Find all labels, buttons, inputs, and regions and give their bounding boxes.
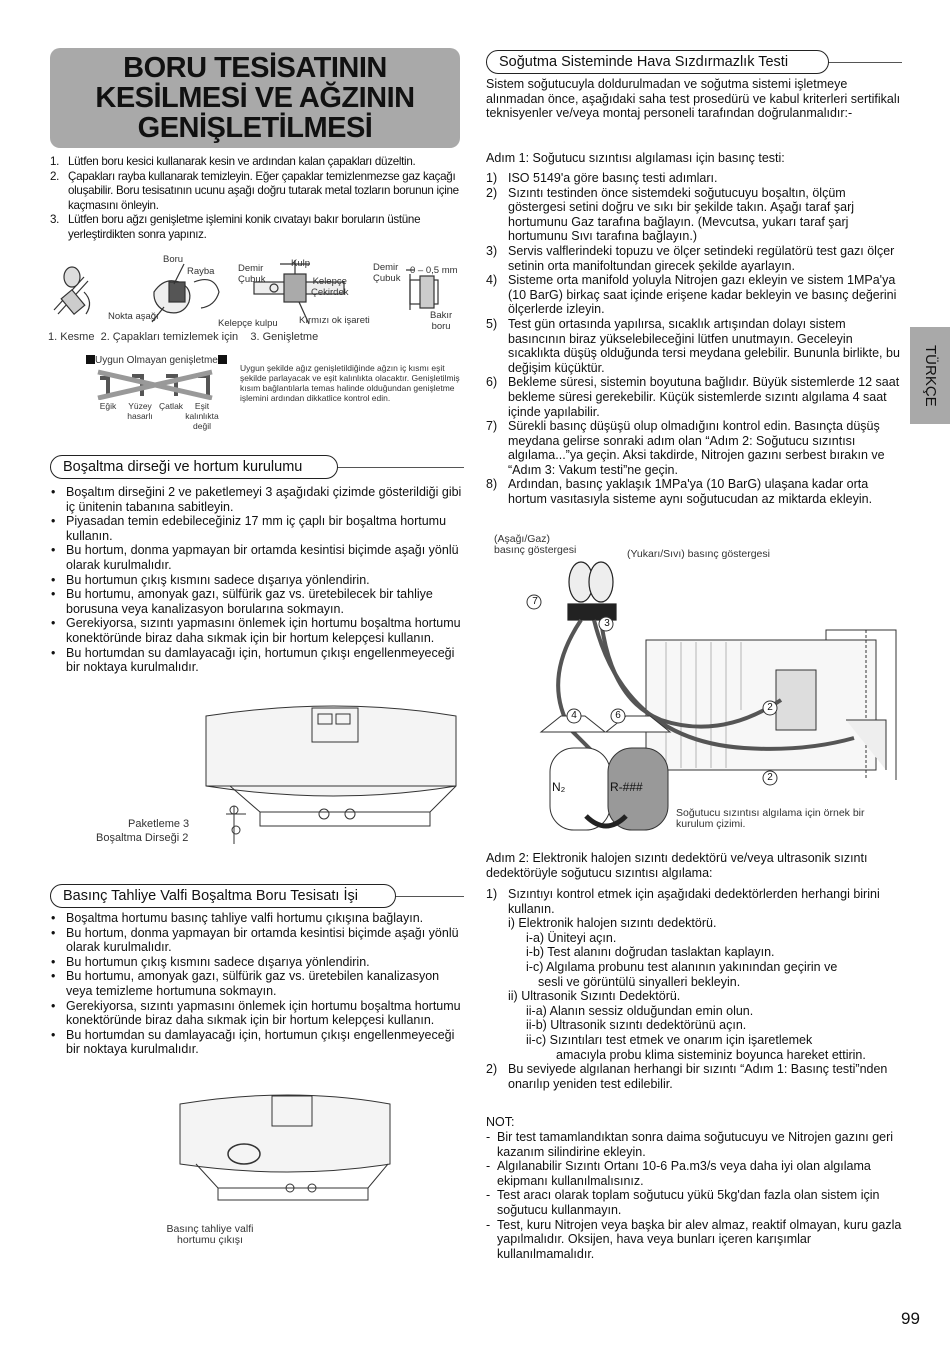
label-high-gauge: (Yukarı/Sıvı) basınç göstergesi [627,548,770,560]
manifold-gauges [568,562,616,620]
callout-6: 6 [615,710,621,721]
cutting-steps [50,155,464,243]
flare-gap-detail [406,270,438,310]
list-item: 3) Servis valflerindeki topuzu ve ölçer setindeki regülatörü test gazı ölçer setinin orta manifoltundan girecek şekilde ayarlayın. [486,243,895,273]
label-paketleme: Paketleme 3 [128,818,190,830]
label-boru: Boru [163,254,184,265]
list-item: - Bir test tamamlandıktan sonra daima soğutucuyu ve Nitrojen gazını geri kazanım silindirine ekleyin. [486,1130,894,1159]
label-bakir-boru: Bakır boru [430,310,453,332]
page-title [95,53,414,143]
cutting-step: 1. Lütfen boru kesici kullanarak kesin ve ardından kalan çapakları düzeltin. [50,155,416,168]
list-item: ii-b) Ultrasonik sızıntı dedektörünü açın. [526,1018,747,1033]
list-item: • Boşaltım dirseğini 2 ve paketlemeyi 3 aşağıdaki çizimde gösterildiği gibi iç ünitenin tabanına sabitleyin. [51,485,462,514]
notes-list [486,1130,904,1261]
list-item: 2) Bu seviyede algılanan herhangi bir sızıntı “Adım 1: Basınç testi”nden onarılıp yeniden test edilebilir. [486,1062,888,1091]
label-refrigerant-cylinder: R-### [610,780,643,794]
list-item: • Bu hortum, donma yapmayan bir ortamda kesintisi biçimde aşağı yönlü olarak kurulmalıdır. [51,925,459,955]
label-esit-kalinlik: Eşit kalınlıkta değil [185,401,219,431]
improper-flaring-note: Uygun şekilde ağız genişletildiğinde ağzın iç kısmı eşit şekilde parlayacak ve eşit kalınlıkta olacaktır. Genişletilmiş kısım bağlantılarla temas halinde olduğundan genişletme işlemini ardından dikkatlice kontrol edin. [240,363,460,403]
callout-2a: 2 [767,702,773,713]
list-item: 4) Sisteme orta manifold yoluyla Nitrojen gazı ekleyin ve sistem 1MPa'ya (10 BarG) birkaç saat içinde erişene kadar bekleyin ve basınç değerini ölçerlerde izleyin. [486,273,897,317]
cutting-step: 3. Lütfen boru ağzı genişletme işlemini konik cıvatayı bakır boruların üstüne yerleştirdikten sonra yapınız. [50,213,421,241]
list-item: 1) Sızıntıyı kontrol etmek için aşağıdaki dedektörlerden herhangi birini kullanın. [486,887,880,916]
language-tab: TÜRKÇE [910,327,950,424]
list-item: • Bu hortumun çıkış kısmını sadece dışarıya yönlendirin. [51,572,370,587]
improper-flaring-figure [92,368,220,400]
list-item: • Boşaltma hortumu basınç tahliye valfi hortumu çıkışına bağlayın. [51,911,424,925]
list-item: i-b) Test alanını doğrudan taslaktan kaplayın. [526,945,775,960]
label-gap: 0 – 0,5 mm [410,265,458,276]
title-line-1: BORU TESİSATININ [123,52,387,84]
label-nokta-asagi: Nokta aşağı [108,311,159,322]
list-item: i-a) Üniteyi açın. [526,930,617,945]
list-item: amacıyla probu klima sisteminiz boyunca hareket ettirin. [556,1047,866,1062]
page-number: 99 [901,1309,920,1328]
label-rayba: Rayba [187,266,215,277]
label-demir-cubuk-2: Demir Çubuk [373,262,401,284]
title-line-2: KESİLMESİ VE AĞZININ [95,82,415,114]
list-item: • Bu hortumdan su damlayacağı için, hortumun çıkışı engellenmeyeceği bir noktaya kurulmalıdır. [51,645,455,675]
list-item: ii) Ultrasonik Sızıntı Dedektörü. [508,989,681,1004]
label-relief-valve-outlet: Basınç tahliye valfi hortumu çıkışı [166,1223,254,1246]
list-item: 6) Bekleme süresi, sistemin boyutuna bağlıdır. Büyük sistemlerde 12 saat bekleme süresi gerekebilir. Küçük sistemlerde sızıntı algılama 4 saat içinde yapılabilir. [486,375,900,419]
drain-section-heading: Boşaltma dirseği ve hortum kurulumu [50,455,338,479]
list-item: 5) Test gün ortasında yapılırsa, sıcaklık artışından dolayı sistem basıncının biraz yükselebileceğini lütfen unutmayın. Geceleyin sıcaklıkta düşüş olduğunda tersi meydana gelebilir. Bununla birlikte, bu değişim küçüktür. [486,316,900,375]
list-item: 7) Sürekli basınç düşüşü olup olmadığını kontrol edin. Basınçta düşüş meydana gelirse sonraki adım olan “Adım 2: Soğutucu sızıntısı algılama...”ya geçin. Aksi takdirde, Nitrojen gazını serbest bırakın ve “Adım 3: Vakum testi”ne geçin. [486,419,885,477]
flaring-caption: 1. Kesme 2. Çapakları temizlemek için 3. Genişletme [48,331,319,343]
label-low-gauge: (Aşağı/Gaz) basınç göstergesi [494,533,577,556]
list-item: • Bu hortumun çıkış kısmını sadece dışarıya yönlendirin. [51,954,370,969]
list-item: sesli ve görüntülü sinyalleri bekleyin. [538,974,741,989]
label-kelepce-kulpu: Kelepçe kulpu [218,318,278,329]
list-item: • Gerekiyorsa, sızıntı yapmasını önlemek için hortumu boşaltma hortumu konektöründe biraz daha sıkmak için bir hortum kelepçesi kullanın. [51,998,461,1028]
list-item: 8) Ardından, basınç yaklaşık 1MPa'ya (10 BarG) ulaşana kadar orta hortum vasıtasıyla sisteme aynı soğutucudan az miktarda ekleyin. [486,477,873,507]
label-n2-cylinder: N₂ [552,780,566,794]
list-item: - Algılanabilir Sızıntı Ortanı 10-6 Pa.m3/s veya daha iyi olan algılama ekipmanı kullanılmalısınız. [486,1159,871,1188]
list-item: i-c) Algılama probunu test alanının yakınından geçirin ve [526,959,838,974]
label-kelepce-cekirdek: Kelepçe Çekirdek [311,276,349,298]
pipe-cutter-illustration [54,267,90,314]
list-item: 1) ISO 5149'a göre basınç testi adımları. [486,171,718,185]
list-item: • Bu hortumu, amonyak gazı, sülfürik gaz vs. üretebilen kanalizasyon veya temizleme hortumuna sokmayın. [51,969,440,998]
title-line-3: GENİŞLETİLMESİ [137,112,373,144]
list-item: ii-c) Sızıntıları test etmek ve onarım için işaretlemek [526,1032,813,1047]
list-item: • Gerekiyorsa, sızıntı yapmasını önlemek için hortumu boşaltma hortumu konektöründe biraz daha sıkmak için bir hortum kelepçesi kullanın. [51,616,461,645]
label-catlak: Çatlak [158,401,184,411]
drain-elbow-figure [200,702,462,852]
list-item: - Test aracı olarak toplam soğutucu yükü 5kg'dan fazla olan sistem için soğutucu kullanmayın. [486,1188,880,1217]
relief-valve-figure [172,1090,402,1220]
label-kulp: Kulp [291,258,311,269]
label-egik: Eğik [99,401,117,411]
list-item: • Bu hortumu, amonyak gazı, sülfürik gaz vs. üretebilecek bir tahliye borusuna veya kanalizasyon borularına sokmayın. [51,587,433,616]
list-item: • Bu hortumdan su damlayacağı için, hortumun çıkışı engellenmeyeceği bir noktaya kurulmalıdır. [51,1027,455,1057]
list-item: i) Elektronik halojen sızıntı dedektörü. [508,916,717,931]
callout-7: 7 [532,596,538,607]
step1-title: Adım 1: Soğutucu sızıntısı algılaması için basınç testi: [486,151,785,165]
step1-list [486,171,904,507]
label-yuzey-hasarli: Yüzey hasarlı [127,401,153,421]
label-demir-cubuk-1: Demir Çubuk [238,263,266,285]
leak-figure-caption: Soğutucu sızıntısı algılama için örnek bir kurulum çizimi. [676,807,865,830]
list-item: - Test, kuru Nitrojen veya başka bir alev almaz, reaktif olmayan, kuru gazla yapılmalıdır. Oksijen, hava veya bunları içeren karışımlar kullanılmamalıdır. [486,1217,902,1261]
callout-3: 3 [604,618,610,629]
improper-flaring-heading: Uygun Olmayan genişletme [86,355,227,366]
callout-2b: 2 [767,772,773,783]
notes-title: NOT: [486,1115,515,1129]
drain-bullets [48,485,462,675]
relief-section-heading: Basınç Tahliye Valfi Boşaltma Boru Tesisatı İşi [50,884,396,908]
list-item: ii-a) Alanın sessiz olduğundan emin olun. [526,1003,754,1018]
step2-list [486,887,904,1091]
list-item: 2) Sızıntı testinden önce sistemdeki soğutucuyu boşaltın, ölçüm göstergesi setini doğru ve sıkı bir şekilde takın. Aşağı taraf şarj hortumunu Gaz tarafına bağlayın. (Mevcutsa, yukarı taraf şarj hortumunu Sıvı tarafına bağlayın.) [486,185,855,244]
label-kirmizi-ok: Kırmızı ok işareti [299,315,370,326]
step2-title: Adım 2: Elektronik halojen sızıntı dedektörü ve/veya ultrasonik sızıntı dedektörüyle soğutucu sızıntısı algılama: [486,851,868,880]
label-bosaltma-dirsegi: Boşaltma Dirseği 2 [96,832,189,844]
leak-test-intro: Sistem soğutucuyla doldurulmadan ve soğutma sistemi işletmeye alınmadan önce, aşağıdaki saha test prosedürü ve kabul kriterleri sertifikalı teknisyenler ve/veya montaj personeli tarafından doğrulanmalıdır:- [486,77,901,121]
callout-4: 4 [571,710,577,721]
cutting-step: 2. Çapakları rayba kullanarak temizleyin. Eğer çapaklar temizlenmezse gaz kaçağı oluşabilir. Boru tesisatının ucunu aşağı doğru tutarak metal tozların borunun içine kaçmasını önleyin. [50,169,459,212]
list-item: • Piyasadan temin edebileceğiniz 17 mm iç çaplı bir boşaltma hortumu kullanın. [51,514,447,543]
list-item: • Bu hortum, donma yapmayan bir ortamda kesintisi biçimde aşağı yönlü olarak kurulmalıdır. [51,543,459,572]
relief-bullets [48,911,462,1057]
page-title-box [50,48,460,148]
leak-test-heading: Soğutma Sisteminde Hava Sızdırmazlık Testi [486,50,829,74]
